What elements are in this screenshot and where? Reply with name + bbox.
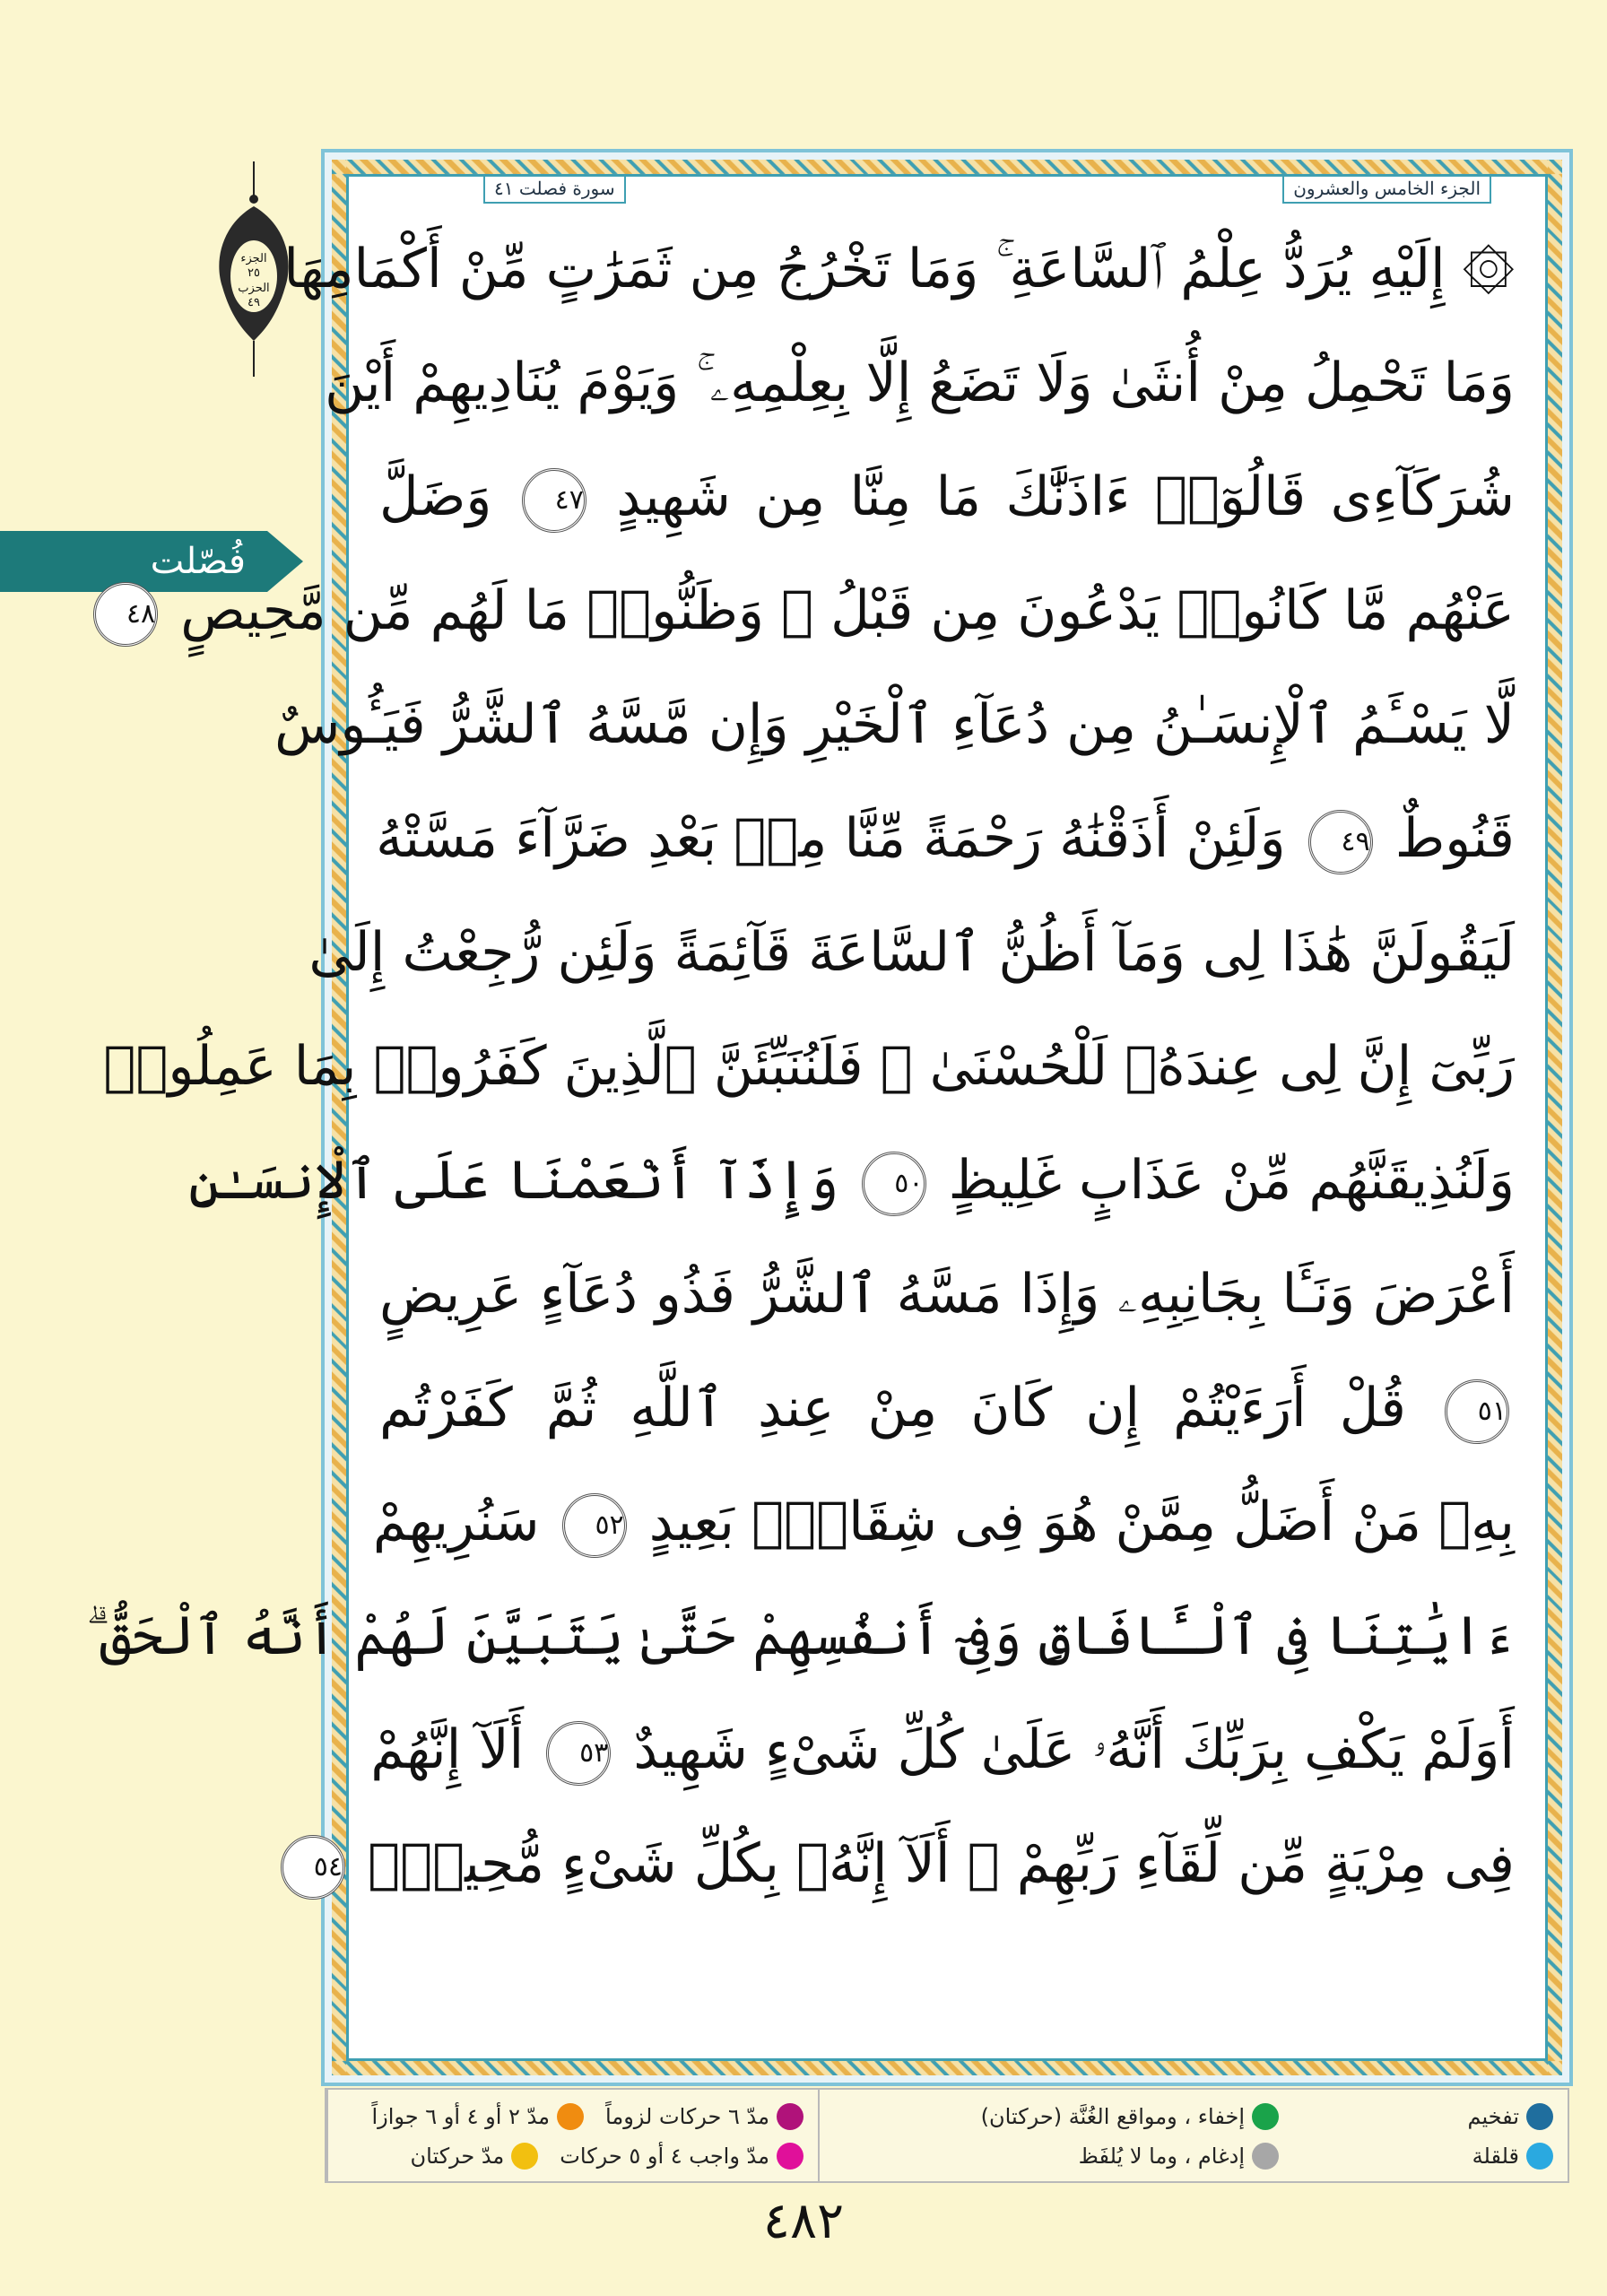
verse-text: قَنُوطٌ — [1394, 807, 1515, 870]
legend-label: قلقلة — [1472, 2144, 1519, 2169]
text-line — [379, 1352, 1515, 1465]
verse-text: شُرَكَآءِى قَالُوٓا۟ ءَاذَنَّٰكَ مَا مِنَّا مِن شَهِيدٍ — [616, 465, 1515, 528]
text-line — [379, 1238, 1515, 1352]
juz-emblem-icon — [213, 161, 294, 377]
verse-text: ءَايَٰتِنَا فِى ٱلْـَٔافَاقِ وَفِىٓ أَنفُسِهِمْ حَتَّىٰ يَتَبَيَّنَ لَهُمْ أَنَّهُ ٱلْحَقُّ ۗ — [86, 1605, 1515, 1667]
text-line — [283, 213, 1515, 326]
legend-item — [605, 2103, 804, 2130]
ayah-marker: ٥٢ — [562, 1493, 627, 1558]
verse-text: وَمَا تَحْمِلُ مِنْ أُنثَىٰ وَلَا تَضَعُ إِلَّا بِعِلْمِهِۦ ۚ وَيَوْمَ يُنَادِيهِمْ أَيْنَ — [325, 352, 1515, 414]
verse-text: أَوَلَمْ يَكْفِ بِرَبِّكَ أَنَّهُۥ عَلَىٰ كُلِّ شَىْءٍ شَهِيدٌ — [633, 1718, 1515, 1781]
verse-text: وَلَئِنْ أَذَقْنَٰهُ رَحْمَةً مِّنَّا مِنۢ بَعْدِ ضَرَّآءَ مَسَّتْهُ — [376, 807, 1286, 870]
legend-column-madd — [326, 2090, 818, 2181]
ayah-marker: ٤٩ — [1308, 810, 1373, 874]
legend-label: مدّ ٦ حركات لزوماً — [605, 2104, 769, 2129]
ayah-marker: ٥٠ — [862, 1152, 926, 1216]
color-dot-icon — [1252, 2143, 1279, 2170]
verse-text: لَيَقُولَنَّ هَٰذَا لِى وَمَآ أَظُنُّ ٱلسَّاعَةَ قَآئِمَةً وَلَئِن رُّجِعْتُ إِلَىٰ — [308, 921, 1515, 984]
legend-label: مدّ حركتان — [410, 2144, 505, 2169]
verse-text: وَإِذَآ أَنْعَمْنَا عَلَى ٱلْإِنسَـٰنِ — [188, 1149, 839, 1212]
juz-header: الجزء الخامس والعشرون — [1282, 175, 1491, 204]
legend-label: إخفاء ، ومواقع الغُنَّة (حركتان) — [980, 2104, 1245, 2129]
text-line — [274, 668, 1515, 782]
text-line — [313, 1807, 1515, 1921]
ayah-marker: ٥٣ — [546, 1721, 611, 1786]
legend-row — [343, 2097, 804, 2136]
text-line — [376, 782, 1515, 896]
legend-row — [343, 2136, 804, 2176]
verse-text: عَنْهُم مَّا كَانُوا۟ يَدْعُونَ مِن قَبْلُ ۖ وَظَنُّوا۟ مَا لَهُم مِّن مَّحِيصٍ — [180, 579, 1515, 642]
ayah-marker: ٤٨ — [93, 582, 158, 647]
text-line — [379, 440, 1515, 554]
hizb-word: الحزب — [238, 282, 270, 295]
verse-text: أَلَآ إِنَّهُمْ — [370, 1718, 525, 1781]
legend-row — [834, 2097, 1279, 2136]
legend-item — [560, 2143, 804, 2170]
ayah-marker: ٥٤ — [281, 1835, 345, 1900]
ayah-marker: ٥١ — [1445, 1379, 1509, 1444]
verse-text: ۞ إِلَيْهِ يُرَدُّ عِلْمُ ٱلسَّاعَةِ ۚ وَمَا تَخْرُجُ مِن ثَمَرَٰتٍ مِّنْ أَكْمَامِهَا — [283, 238, 1515, 300]
juz-word: الجزء — [240, 252, 267, 265]
legend-column-ghunna — [818, 2090, 1293, 2181]
color-dot-icon — [777, 2143, 804, 2170]
verse-text: أَعْرَضَ وَنَـَٔا بِجَانِبِهِۦ وَإِذَا مَسَّهُ ٱلشَّرُّ فَذُو دُعَآءٍ عَرِيضٍ — [379, 1263, 1515, 1326]
color-dot-icon — [1526, 2103, 1553, 2130]
color-dot-icon — [1526, 2143, 1553, 2170]
legend-item — [371, 2103, 584, 2130]
color-dot-icon — [1252, 2103, 1279, 2130]
legend-row — [1307, 2136, 1553, 2176]
text-line — [86, 1579, 1515, 1693]
color-dot-icon — [511, 2143, 538, 2170]
text-line — [325, 326, 1515, 440]
verse-text: لَّا يَسْـَٔمُ ٱلْإِنسَـٰنُ مِن دُعَآءِ ٱلْخَيْرِ وَإِن مَّسَّهُ ٱلشَّرُّ فَيَـُٔوسٌ — [274, 693, 1515, 756]
hizb-number: ٤٩ — [248, 296, 260, 309]
legend-label: تفخيم — [1467, 2104, 1519, 2129]
legend-label: مدّ واجب ٤ أو ٥ حركات — [560, 2144, 769, 2169]
surah-header: سورة فصلت ٤١ — [483, 175, 626, 204]
text-line — [188, 1124, 1515, 1238]
legend-item — [1079, 2143, 1279, 2170]
legend-row — [1307, 2097, 1553, 2136]
text-line — [372, 1465, 1515, 1579]
legend-column-tafkheem — [1293, 2090, 1568, 2181]
verse-text: وَضَلَّ — [379, 465, 492, 528]
text-line — [370, 1693, 1515, 1807]
legend-item — [981, 2103, 1279, 2130]
legend-label: مدّ ٢ أو ٤ أو ٦ جوازاً — [371, 2104, 551, 2129]
verse-text: بِهِۦ مَنْ أَضَلُّ مِمَّنْ هُوَ فِى شِقَاقٍۭ بَعِيدٍ — [648, 1491, 1515, 1553]
color-dot-icon — [557, 2103, 584, 2130]
color-dot-icon — [777, 2103, 804, 2130]
verse-text: سَنُرِيهِمْ — [372, 1491, 540, 1553]
legend-item — [1467, 2103, 1553, 2130]
verse-text: فِى مِرْيَةٍ مِّن لِّقَآءِ رَبِّهِمْ ۗ أَلَآ إِنَّهُۥ بِكُلِّ شَىْءٍ مُّحِيطٌۢ — [368, 1832, 1515, 1895]
juz-number: ٢٥ — [248, 266, 260, 280]
legend-row — [834, 2136, 1279, 2176]
ayah-marker: ٤٧ — [522, 468, 586, 533]
text-line — [103, 1010, 1515, 1124]
text-line — [308, 896, 1515, 1010]
verse-text: قُلْ أَرَءَيْتُمْ إِن كَانَ مِنْ عِندِ ٱللَّهِ ثُمَّ كَفَرْتُم — [379, 1377, 1406, 1439]
page-number: ٤٨٢ — [762, 2192, 845, 2250]
legend-item — [1472, 2143, 1553, 2170]
legend-item — [411, 2143, 539, 2170]
surah-tab-label: فُصّلت — [150, 541, 246, 582]
legend-label: إدغام ، وما لا يُلفَظ — [1078, 2144, 1245, 2169]
verse-text: رَبِّىٓ إِنَّ لِى عِندَهُۥ لَلْحُسْنَىٰ ۚ فَلَنُنَبِّئَنَّ ٱلَّذِينَ كَفَرُوا۟ بِمَا عَمِلُوا۟ — [103, 1035, 1515, 1098]
tajweed-legend — [325, 2088, 1569, 2183]
verse-text: وَلَنُذِيقَنَّهُم مِّنْ عَذَابٍ غَلِيظٍ — [948, 1149, 1515, 1212]
